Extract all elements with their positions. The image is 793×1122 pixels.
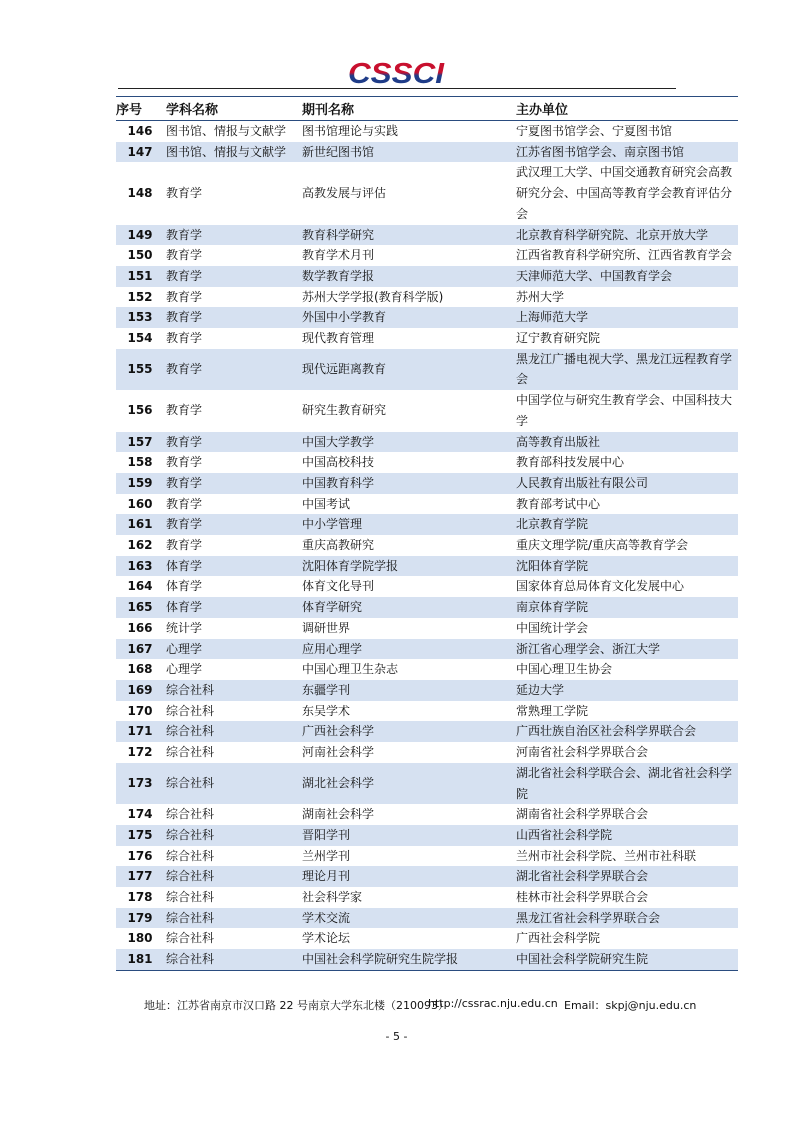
subject-cell: 教育学 bbox=[166, 186, 203, 201]
subject-cell: 图书馆、情报与文献学 bbox=[166, 124, 287, 138]
row-number: 154 bbox=[127, 331, 153, 346]
table-row bbox=[116, 639, 738, 660]
subject-cell: 体育学 bbox=[166, 579, 203, 594]
table-row bbox=[116, 618, 738, 639]
column-header-subject: 学科名称 bbox=[164, 97, 300, 121]
subject-cell: 教育学 bbox=[164, 225, 300, 246]
subject-cell: 教育学 bbox=[166, 289, 203, 304]
row-number: 175 bbox=[116, 825, 164, 846]
journal-cell: 河南社会科学 bbox=[302, 745, 375, 760]
row-number: 166 bbox=[127, 620, 153, 635]
journal-cell: 中国心理卫生杂志 bbox=[302, 662, 399, 677]
table-row bbox=[116, 556, 738, 577]
journal-cell: 中国教育科学 bbox=[300, 473, 510, 494]
row-number: 159 bbox=[116, 473, 164, 494]
subject-cell: 综合社科 bbox=[164, 721, 300, 742]
subject-cell: 图书馆、情报与文献学 bbox=[164, 142, 300, 163]
journal-cell: 湖南社会科学 bbox=[302, 807, 375, 822]
subject-cell: 教育学 bbox=[164, 349, 300, 390]
journal-cell: 教育科学研究 bbox=[300, 225, 510, 246]
journal-cell: 新世纪图书馆 bbox=[300, 142, 510, 163]
organizer-cell: 黑龙江广播电视大学、黑龙江远程教育学会 bbox=[510, 349, 738, 390]
row-number: 167 bbox=[116, 639, 164, 660]
journal-cell: 中国考试 bbox=[302, 496, 351, 511]
organizer-cell: 常熟理工学院 bbox=[516, 703, 589, 718]
table-row bbox=[116, 328, 738, 349]
subject-cell: 教育学 bbox=[166, 455, 203, 470]
journal-cell: 兰州学刊 bbox=[302, 848, 351, 863]
subject-cell: 教育学 bbox=[166, 538, 203, 553]
table-row bbox=[116, 721, 738, 742]
subject-cell: 教育学 bbox=[166, 403, 203, 418]
organizer-cell: 北京教育学院 bbox=[510, 514, 738, 535]
table-row bbox=[116, 908, 738, 929]
footer-url[interactable]: http://cssrac.nju.edu.cn bbox=[428, 997, 558, 1010]
subject-cell: 教育学 bbox=[164, 307, 300, 328]
journal-cell: 体育学研究 bbox=[300, 597, 510, 618]
organizer-cell: 南京体育学院 bbox=[510, 597, 738, 618]
organizer-cell: 湖北省社会科学界联合会 bbox=[510, 866, 738, 887]
row-number: 161 bbox=[116, 514, 164, 535]
row-number: 176 bbox=[127, 848, 153, 863]
journal-cell: 社会科学家 bbox=[302, 890, 363, 905]
journal-cell: 中小学管理 bbox=[300, 514, 510, 535]
table-row bbox=[116, 225, 738, 246]
journal-cell: 现代远距离教育 bbox=[300, 349, 510, 390]
subject-cell: 教育学 bbox=[166, 248, 203, 263]
organizer-cell: 辽宁教育研究院 bbox=[516, 331, 601, 346]
table-row bbox=[116, 494, 738, 515]
row-number: 150 bbox=[127, 248, 153, 263]
row-number: 151 bbox=[116, 266, 164, 287]
subject-cell: 综合社科 bbox=[164, 866, 300, 887]
journal-cell: 理论月刊 bbox=[300, 866, 510, 887]
row-number: 152 bbox=[127, 289, 153, 304]
journal-cell: 湖北社会科学 bbox=[300, 763, 510, 804]
journal-cell: 东疆学刊 bbox=[300, 680, 510, 701]
row-number: 149 bbox=[116, 225, 164, 246]
table-row bbox=[116, 804, 738, 825]
table-row bbox=[116, 266, 738, 287]
row-number: 178 bbox=[127, 890, 153, 905]
table-row bbox=[116, 763, 738, 804]
organizer-cell: 中国心理卫生协会 bbox=[516, 662, 613, 677]
table-row bbox=[116, 287, 738, 308]
journal-cell: 学术论坛 bbox=[302, 931, 351, 946]
row-number: 171 bbox=[116, 721, 164, 742]
subject-cell: 综合社科 bbox=[164, 825, 300, 846]
row-number: 163 bbox=[116, 556, 164, 577]
table-row bbox=[116, 121, 738, 142]
journal-cell: 体育文化导刊 bbox=[302, 579, 375, 594]
organizer-cell: 浙江省心理学会、浙江大学 bbox=[510, 639, 738, 660]
journal-cell: 图书馆理论与实践 bbox=[302, 124, 399, 138]
cssci-logo bbox=[346, 58, 446, 88]
row-number: 156 bbox=[127, 403, 153, 418]
organizer-cell: 高等教育出版社 bbox=[510, 432, 738, 453]
table-row bbox=[116, 742, 738, 763]
organizer-cell: 宁夏图书馆学会、宁夏图书馆 bbox=[516, 124, 673, 138]
journal-cell: 研究生教育研究 bbox=[302, 403, 387, 418]
subject-cell: 心理学 bbox=[166, 662, 203, 677]
row-number: 180 bbox=[127, 931, 153, 946]
row-number: 172 bbox=[127, 745, 153, 760]
row-number: 179 bbox=[116, 908, 164, 929]
page-number: - 5 - bbox=[385, 1030, 408, 1043]
organizer-cell: 广西壮族自治区社会科学界联合会 bbox=[510, 721, 738, 742]
table-row bbox=[116, 928, 738, 949]
row-number: 170 bbox=[127, 703, 153, 718]
journal-cell: 广西社会科学 bbox=[300, 721, 510, 742]
journal-cell: 外国中小学教育 bbox=[300, 307, 510, 328]
organizer-cell: 北京教育科学研究院、北京开放大学 bbox=[510, 225, 738, 246]
table-row bbox=[116, 307, 738, 328]
journal-cell: 晋阳学刊 bbox=[300, 825, 510, 846]
table-row bbox=[116, 390, 738, 431]
organizer-cell: 湖北省社会科学联合会、湖北省社会科学院 bbox=[510, 763, 738, 804]
logo-text: CSSCI bbox=[348, 58, 446, 88]
organizer-cell: 中国学位与研究生教育学会、中国科技大学 bbox=[516, 393, 733, 428]
table-row bbox=[116, 535, 738, 556]
subject-cell: 心理学 bbox=[164, 639, 300, 660]
footer-email[interactable]: Email：skpj@nju.edu.cn bbox=[564, 999, 697, 1012]
organizer-cell: 国家体育总局体育文化发展中心 bbox=[516, 579, 685, 594]
subject-cell: 综合社科 bbox=[166, 745, 215, 760]
table-row bbox=[116, 680, 738, 701]
table-row bbox=[116, 245, 738, 266]
subject-cell: 统计学 bbox=[166, 620, 203, 635]
journal-cell: 重庆高教研究 bbox=[302, 538, 375, 553]
journal-cell: 调研世界 bbox=[302, 620, 351, 635]
organizer-cell: 兰州市社会科学院、兰州市社科联 bbox=[516, 848, 697, 863]
row-number: 173 bbox=[116, 763, 164, 804]
row-number: 162 bbox=[127, 538, 153, 553]
organizer-cell: 中国统计学会 bbox=[516, 620, 589, 635]
organizer-cell: 沈阳体育学院 bbox=[510, 556, 738, 577]
journal-cell: 东吴学术 bbox=[302, 703, 351, 718]
subject-cell: 综合社科 bbox=[164, 949, 300, 970]
organizer-cell: 人民教育出版社有限公司 bbox=[510, 473, 738, 494]
row-number: 157 bbox=[116, 432, 164, 453]
row-number: 174 bbox=[127, 807, 153, 822]
column-header-number: 序号 bbox=[116, 97, 164, 121]
table-row bbox=[116, 701, 738, 722]
table-row bbox=[116, 825, 738, 846]
organizer-cell: 教育部考试中心 bbox=[516, 496, 601, 511]
subject-cell: 综合社科 bbox=[166, 890, 215, 905]
subject-cell: 体育学 bbox=[164, 556, 300, 577]
table-row bbox=[116, 514, 738, 535]
table-row bbox=[116, 949, 738, 970]
row-number: 146 bbox=[127, 124, 153, 138]
organizer-cell: 桂林市社会科学界联合会 bbox=[516, 890, 649, 905]
organizer-cell: 山西省社会科学院 bbox=[510, 825, 738, 846]
subject-cell: 综合社科 bbox=[164, 680, 300, 701]
organizer-cell: 江西省教育科学研究所、江西省教育学会 bbox=[516, 248, 733, 263]
table-row bbox=[116, 349, 738, 390]
organizer-cell: 延边大学 bbox=[510, 680, 738, 701]
organizer-cell: 重庆文理学院/重庆高等教育学会 bbox=[516, 538, 689, 553]
subject-cell: 教育学 bbox=[166, 496, 203, 511]
row-number: 160 bbox=[127, 496, 153, 511]
organizer-cell: 黑龙江省社会科学界联合会 bbox=[510, 908, 738, 929]
organizer-cell: 中国社会科学院研究生院 bbox=[510, 949, 738, 970]
table-row bbox=[116, 142, 738, 163]
subject-cell: 教育学 bbox=[164, 266, 300, 287]
row-number: 164 bbox=[127, 579, 153, 594]
subject-cell: 综合社科 bbox=[164, 763, 300, 804]
journal-cell: 苏州大学学报(教育科学版) bbox=[302, 289, 444, 304]
organizer-cell: 湖南省社会科学界联合会 bbox=[516, 807, 649, 822]
organizer-cell: 江苏省图书馆学会、南京图书馆 bbox=[510, 142, 738, 163]
column-header-journal: 期刊名称 bbox=[300, 97, 510, 121]
table-row bbox=[116, 866, 738, 887]
subject-cell: 教育学 bbox=[164, 473, 300, 494]
header-rule bbox=[118, 88, 676, 89]
row-number: 158 bbox=[127, 455, 153, 470]
journal-cell: 应用心理学 bbox=[300, 639, 510, 660]
organizer-cell: 教育部科技发展中心 bbox=[516, 455, 625, 470]
table-row bbox=[116, 473, 738, 494]
subject-cell: 综合社科 bbox=[166, 807, 215, 822]
row-number: 148 bbox=[127, 186, 153, 201]
subject-cell: 教育学 bbox=[166, 331, 203, 346]
table-row bbox=[116, 162, 738, 224]
subject-cell: 综合社科 bbox=[166, 848, 215, 863]
table-row bbox=[116, 887, 738, 908]
row-number: 155 bbox=[116, 349, 164, 390]
organizer-cell: 广西社会科学院 bbox=[516, 931, 601, 946]
table-row bbox=[116, 597, 738, 618]
organizer-cell: 天津师范大学、中国教育学会 bbox=[510, 266, 738, 287]
journal-cell: 沈阳体育学院学报 bbox=[300, 556, 510, 577]
table-row bbox=[116, 846, 738, 867]
journal-cell: 学术交流 bbox=[300, 908, 510, 929]
journal-cell: 现代教育管理 bbox=[302, 331, 375, 346]
journal-cell: 中国大学教学 bbox=[300, 432, 510, 453]
organizer-cell: 武汉理工大学、中国交通教育研究会高教研究分会、中国高等教育学会教育评估分会 bbox=[516, 165, 733, 221]
journal-table bbox=[116, 96, 738, 971]
subject-cell: 综合社科 bbox=[166, 931, 215, 946]
organizer-cell: 河南省社会科学界联合会 bbox=[516, 745, 649, 760]
table-row bbox=[116, 452, 738, 473]
footer-address: 地址：江苏省南京市汉口路 22 号南京大学东北楼（210093） bbox=[144, 999, 449, 1012]
table-row bbox=[116, 576, 738, 597]
journal-cell: 数学教育学报 bbox=[300, 266, 510, 287]
journal-cell: 中国高校科技 bbox=[302, 455, 375, 470]
subject-cell: 教育学 bbox=[164, 514, 300, 535]
subject-cell: 教育学 bbox=[164, 432, 300, 453]
subject-cell: 综合社科 bbox=[166, 703, 215, 718]
table-row bbox=[116, 432, 738, 453]
row-number: 153 bbox=[116, 307, 164, 328]
organizer-cell: 苏州大学 bbox=[516, 289, 565, 304]
row-number: 177 bbox=[116, 866, 164, 887]
journal-cell: 教育学术月刊 bbox=[302, 248, 375, 263]
row-number: 147 bbox=[116, 142, 164, 163]
organizer-cell: 上海师范大学 bbox=[510, 307, 738, 328]
row-number: 169 bbox=[116, 680, 164, 701]
subject-cell: 综合社科 bbox=[164, 908, 300, 929]
column-header-organizer: 主办单位 bbox=[510, 97, 738, 121]
table-row bbox=[116, 659, 738, 680]
journal-cell: 高教发展与评估 bbox=[302, 186, 387, 201]
table-header-row bbox=[116, 97, 738, 121]
row-number: 165 bbox=[116, 597, 164, 618]
journal-cell: 中国社会科学院研究生院学报 bbox=[300, 949, 510, 970]
row-number: 181 bbox=[116, 949, 164, 970]
row-number: 168 bbox=[127, 662, 153, 677]
subject-cell: 体育学 bbox=[164, 597, 300, 618]
table-body bbox=[116, 121, 738, 971]
